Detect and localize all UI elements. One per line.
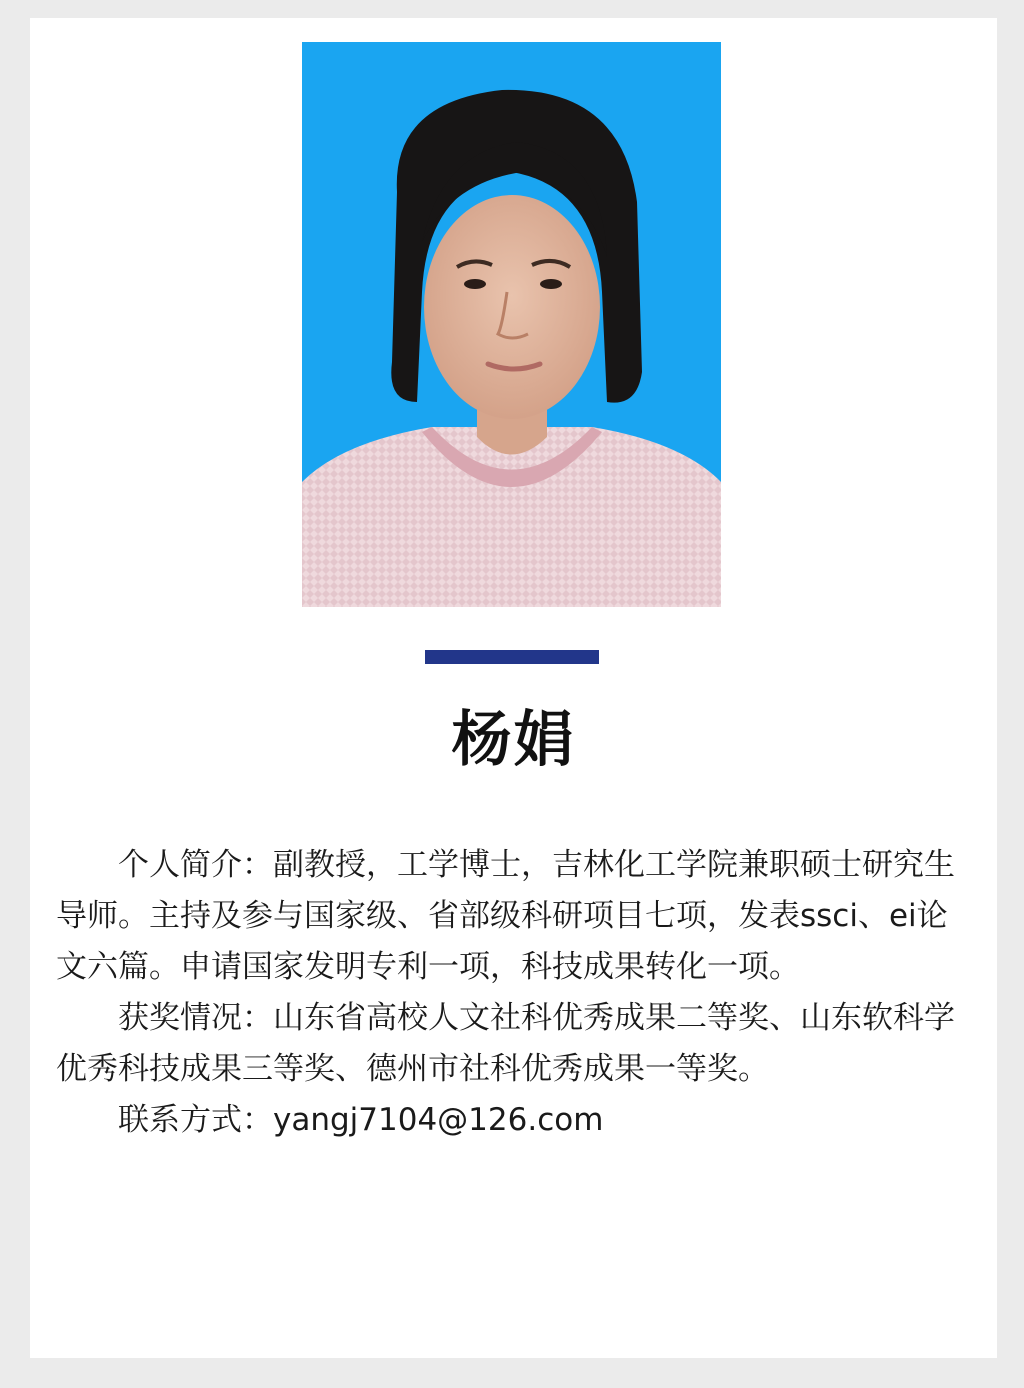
portrait-photo	[302, 42, 721, 607]
person-name: 杨娟	[451, 705, 576, 775]
bio-intro: 个人简介：副教授，工学博士，吉林化工学院兼职硕士研究生导师。主持及参与国家级、省部级科研项目七项，发表ssci、ei论文六篇。申请国家发明专利一项，科技成果转化一项。	[56, 847, 955, 985]
profile-card	[30, 18, 997, 1358]
portrait-image	[302, 42, 721, 607]
bio-section	[56, 840, 971, 1146]
bio-contact: 联系方式：yangj7104@126.com	[118, 1102, 604, 1138]
accent-divider	[425, 650, 599, 664]
bio-awards: 获奖情况：山东省高校人文社科优秀成果二等奖、山东软科学优秀科技成果三等奖、德州市社科优秀成果一等奖。	[56, 1000, 955, 1087]
